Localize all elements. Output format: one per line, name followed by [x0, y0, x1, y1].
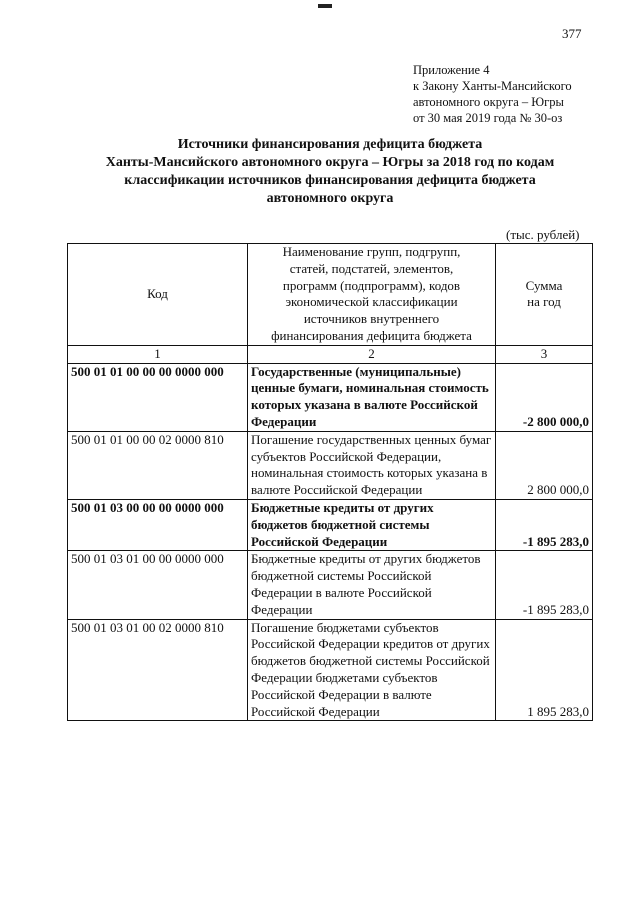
header-name-line: источников внутреннего [303, 311, 440, 327]
row-amount: -1 895 283,0 [496, 551, 593, 619]
page-top-mark [318, 4, 332, 8]
row-name: Погашение бюджетами субъектов Российской Федерации кредитов от других бюджетов бюджетной системы Российской Федерации бюджетами субъектов Российской Федерации в валюте Российской Федерации [248, 619, 496, 721]
row-code: 500 01 03 01 00 00 0000 000 [68, 551, 248, 619]
annex-block [413, 62, 572, 126]
column-number: 3 [496, 345, 593, 363]
header-amount [496, 244, 593, 346]
row-code: 500 01 01 00 00 02 0000 810 [68, 431, 248, 499]
header-amount-line: Сумма [525, 277, 563, 293]
row-code: 500 01 03 01 00 02 0000 810 [68, 619, 248, 721]
row-amount: 1 895 283,0 [496, 619, 593, 721]
annex-line: к Закону Ханты-Мансийского [413, 79, 572, 93]
row-amount: -2 800 000,0 [496, 363, 593, 431]
row-name: Погашение государственных ценных бумаг субъектов Российской Федерации, номинальная стоимость которых указана в валюте Российской Федерации [248, 431, 496, 499]
document-title [60, 136, 600, 208]
title-line: автономного округа [266, 191, 394, 206]
header-name-line: экономической классификации [285, 294, 458, 310]
header-name-line: Наименование групп, подгрупп, [282, 244, 461, 259]
header-name-line: статей, подстатей, элементов, [289, 260, 454, 276]
row-amount: 2 800 000,0 [496, 431, 593, 499]
annex-line: автономного округа – Югры [413, 95, 564, 109]
row-amount: -1 895 283,0 [496, 499, 593, 550]
row-code: 500 01 03 00 00 00 0000 000 [68, 499, 248, 550]
header-name-line: программ (подпрограмм), кодов [282, 277, 461, 293]
column-number-row [68, 345, 593, 363]
title-line: Источники финансирования дефицита бюджета [177, 137, 483, 152]
table-row [68, 363, 593, 431]
page-number: 377 [562, 26, 582, 41]
header-name [248, 244, 496, 346]
column-number: 2 [248, 345, 496, 363]
annex-line: от 30 мая 2019 года № 30-оз [413, 111, 563, 125]
row-name: Бюджетные кредиты от других бюджетов бюджетной системы Российской Федерации в валюте Российской Федерации [248, 551, 496, 619]
table-row [68, 431, 593, 499]
table-row [68, 551, 593, 619]
table-row [68, 499, 593, 550]
annex-line: Приложение 4 [413, 63, 490, 77]
units-label: (тыс. рублей) [506, 227, 580, 242]
title-line: классификации источников финансирования дефицита бюджета [124, 173, 536, 188]
title-line: Ханты-Мансийского автономного округа – Югры за 2018 год по кодам [105, 155, 555, 170]
header-amount-line: на год [527, 294, 561, 310]
column-number: 1 [68, 345, 248, 363]
header-name-line: финансирования дефицита бюджета [271, 327, 472, 343]
financing-table [67, 243, 593, 721]
row-name: Бюджетные кредиты от других бюджетов бюджетной системы Российской Федерации [248, 499, 496, 550]
header-code: Код [68, 244, 248, 346]
row-code: 500 01 01 00 00 00 0000 000 [68, 363, 248, 431]
table-row [68, 619, 593, 721]
table-header-row [68, 244, 593, 346]
row-name: Государственные (муниципальные) ценные бумаги, номинальная стоимость которых указана в валюте Российской Федерации [248, 363, 496, 431]
